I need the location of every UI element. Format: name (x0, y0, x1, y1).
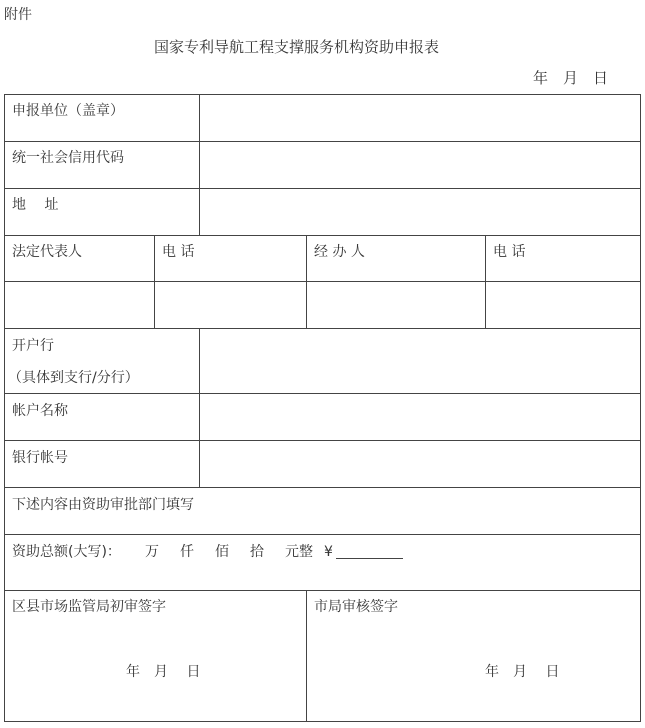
bank-label: 开户行 (12, 338, 54, 354)
account-name-field[interactable] (200, 394, 640, 440)
district-sign-date: 年 月 日 (126, 664, 201, 680)
amount-underline-field[interactable] (336, 558, 403, 559)
address-field[interactable] (200, 189, 640, 235)
row-divider (4, 590, 641, 591)
page-title: 国家专利导航工程支撑服务机构资助申报表 (154, 38, 440, 56)
credit-code-label: 统一社会信用代码 (12, 150, 124, 166)
header-date: 年 月 日 (533, 69, 609, 87)
phone-label-2: 电 话 (493, 244, 526, 260)
address-label: 地 址 (12, 197, 59, 213)
district-sign-label: 区县市场监管局初审签字 (12, 599, 166, 615)
phone-label-1: 电 话 (162, 244, 195, 260)
account-name-label: 帐户名称 (12, 403, 68, 419)
table-border-left (4, 94, 5, 722)
total-amount-label: 资助总额(大写)： (12, 544, 121, 560)
currency-symbol: ¥ (324, 544, 333, 560)
bank-field[interactable] (200, 329, 640, 393)
account-number-field[interactable] (200, 441, 640, 487)
unit-yuanzheng: 元整 (285, 544, 313, 560)
column-divider (306, 590, 307, 721)
applicant-label: 申报单位（盖章） (12, 103, 124, 119)
unit-qian: 仟 (180, 544, 194, 560)
legal-representative-field[interactable] (5, 282, 154, 328)
section-note: 下述内容由资助审批部门填写 (12, 497, 194, 513)
row-divider (4, 721, 641, 722)
phone-field-2[interactable] (486, 282, 640, 328)
attachment-label: 附件 (4, 7, 32, 23)
city-sign-date: 年 月 日 (485, 664, 560, 680)
legal-representative-label: 法定代表人 (12, 244, 82, 260)
unit-shi: 拾 (250, 544, 264, 560)
handler-field[interactable] (307, 282, 485, 328)
unit-bai: 佰 (215, 544, 229, 560)
phone-field-1[interactable] (155, 282, 306, 328)
bank-label-detail: （具体到支行/分行） (8, 370, 139, 386)
handler-label: 经 办 人 (314, 244, 365, 260)
applicant-field[interactable] (200, 95, 640, 141)
city-sign-label: 市局审核签字 (314, 599, 398, 615)
account-number-label: 银行帐号 (12, 450, 68, 466)
unit-wan: 万 (145, 544, 159, 560)
row-divider (4, 487, 641, 488)
row-divider (4, 235, 641, 236)
table-border-right (640, 94, 641, 722)
credit-code-field[interactable] (200, 142, 640, 188)
row-divider (4, 534, 641, 535)
